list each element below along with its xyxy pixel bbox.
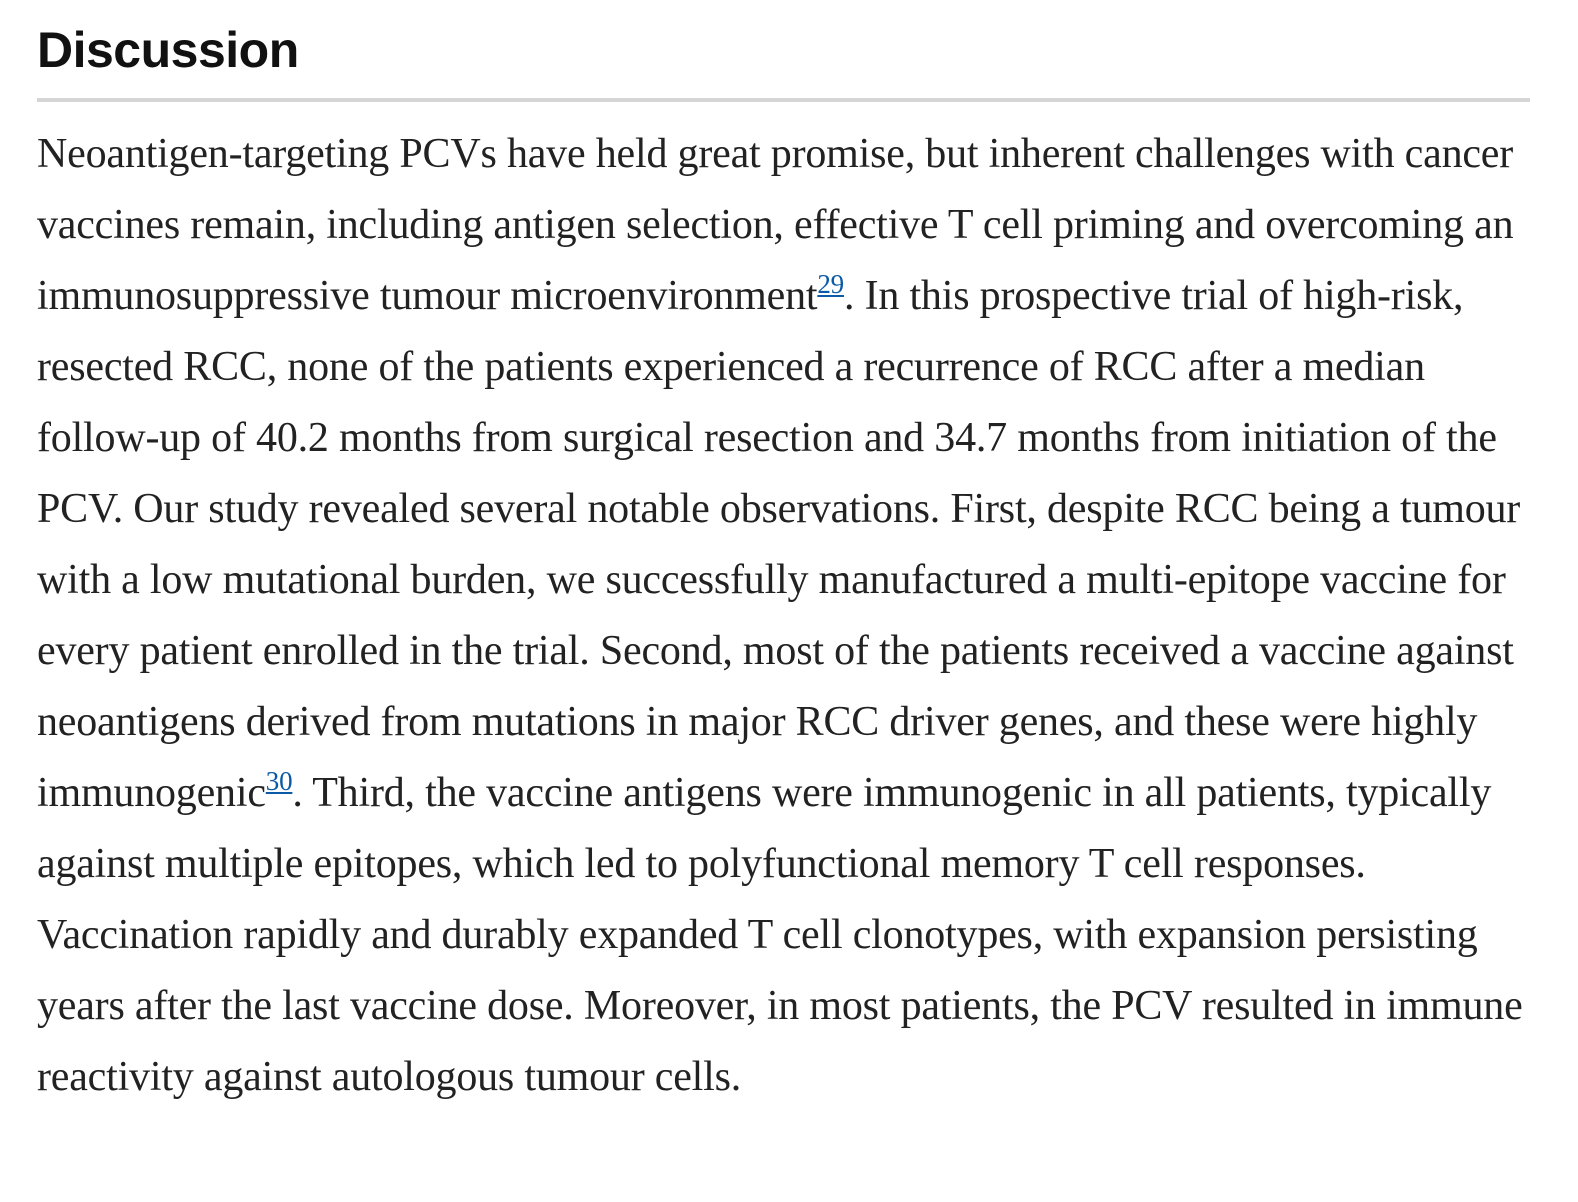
paragraph-text-part-2: . In this prospective trial of high-risk, resected RCC, none of the patients experienced a recurrence of RCC after a median follow-up of 40.2 months from surgical resection and 34.7 months from initiation of the PCV. Our study revealed several notable observations. First, despite RCC being a tumour with a low mutational burden, we successfully manufactured a multi-epitope vaccine for every patient enrolled in the trial. Second, most of the patients received a vaccine against neoantigens derived from mutations in major RCC driver genes, and these were highly immunogenic xyxy=(37,273,1521,816)
reference-link-30[interactable]: 30 xyxy=(265,766,293,796)
section-heading: Discussion xyxy=(37,0,1530,102)
discussion-section xyxy=(37,0,1530,1113)
reference-link-29[interactable]: 29 xyxy=(817,269,844,299)
paragraph-text-part-1: Neoantigen-targeting PCVs have held great promise, but inherent challenges with cancer vaccines remain, including antigen selection, effective T cell priming and overcoming an immunosuppressive tumour microenvironment xyxy=(37,131,1514,319)
reference-superscript-29 xyxy=(817,269,844,299)
reference-superscript-30 xyxy=(266,766,293,796)
paragraph-text-part-3: . Third, the vaccine antigens were immunogenic in all patients, typically against multiple epitopes, which led to polyfunctional memory T cell responses. Vaccination rapidly and durably expanded T cell clonotypes, with expansion persisting years after the last vaccine dose. Moreover, in most patients, the PCV resulted in immune reactivity against autologous tumour cells. xyxy=(37,770,1523,1100)
discussion-paragraph xyxy=(37,102,1530,1113)
